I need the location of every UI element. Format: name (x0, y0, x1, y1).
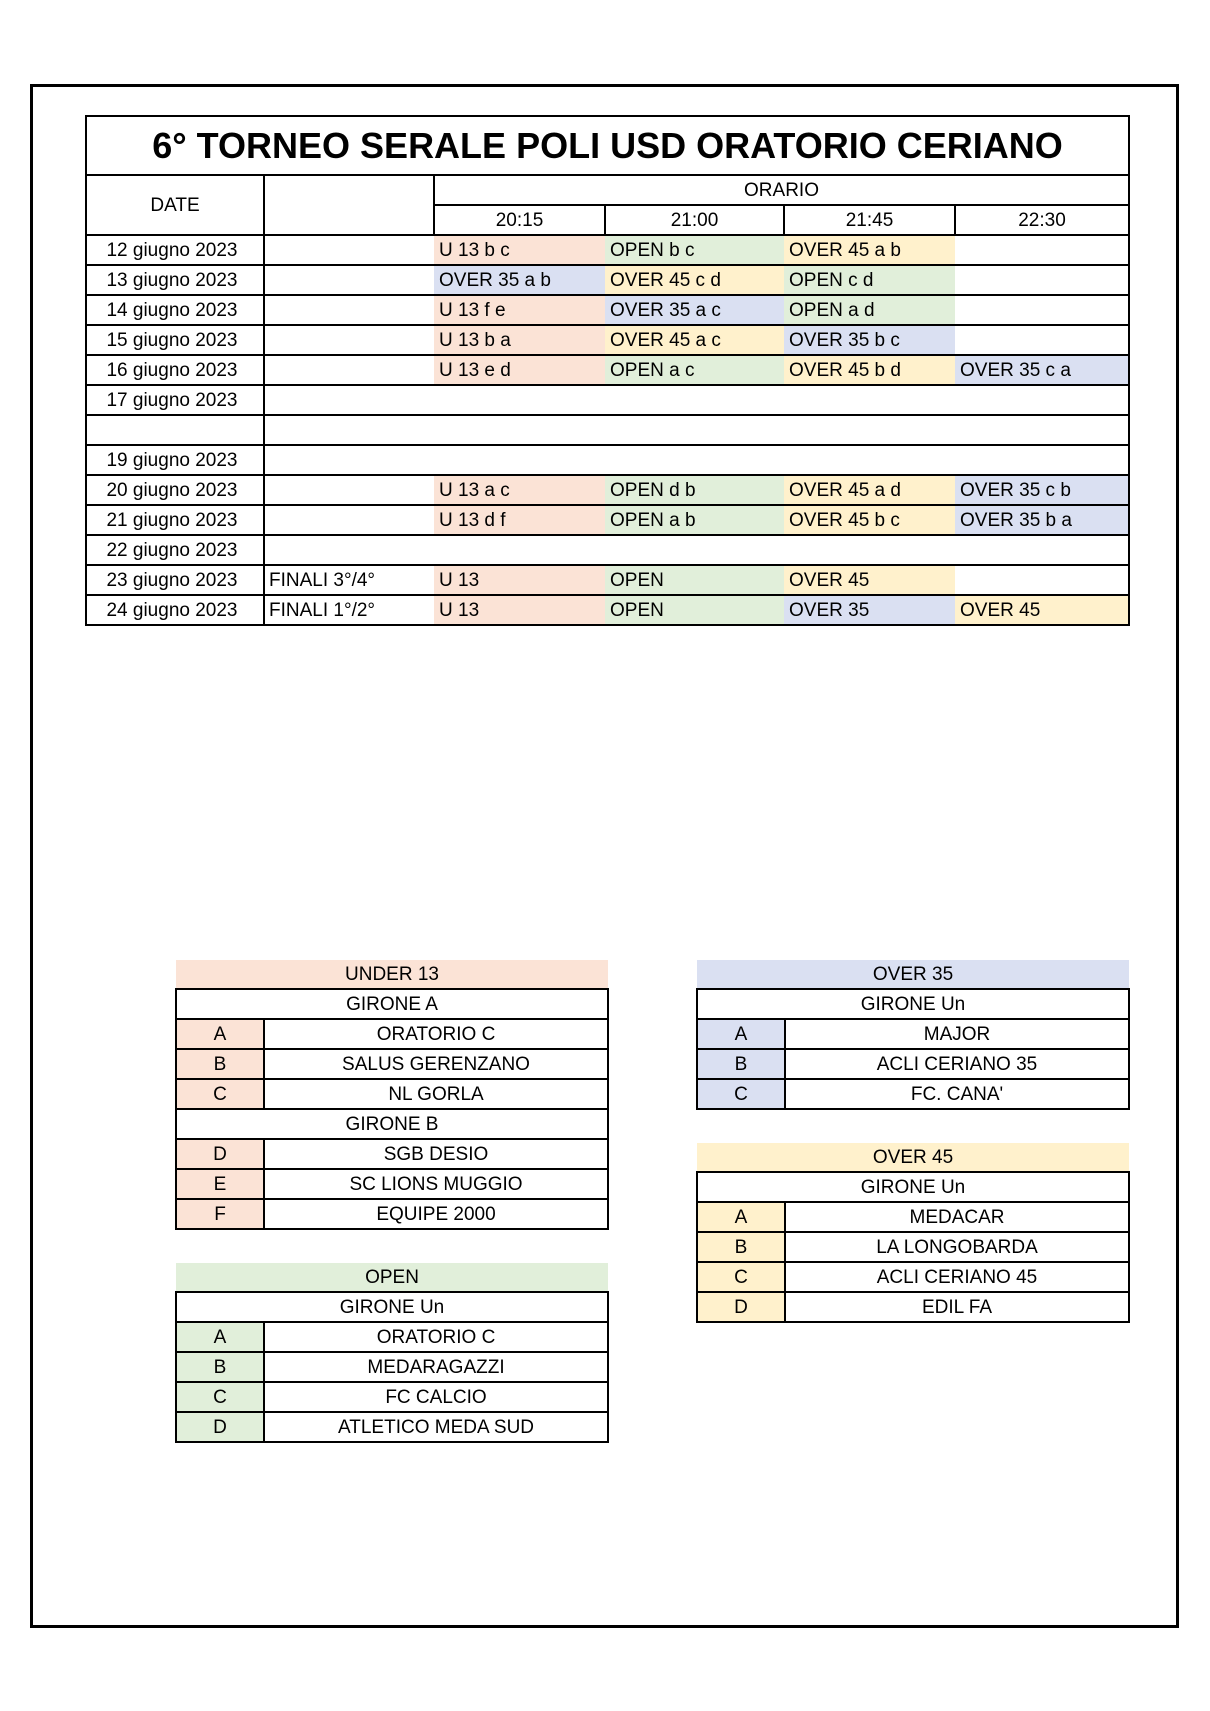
team-letter: A (176, 1019, 264, 1049)
match-cell: OPEN a d (784, 295, 955, 325)
team-letter: C (697, 1262, 785, 1292)
match-cell (434, 535, 605, 565)
row-note (264, 475, 434, 505)
girone-label: GIRONE B (176, 1109, 608, 1139)
team-row (176, 1352, 608, 1382)
row-date: 22 giugno 2023 (86, 535, 264, 565)
schedule-row (86, 295, 1129, 325)
row-date: 14 giugno 2023 (86, 295, 264, 325)
schedule-table (85, 115, 1130, 626)
team-letter: C (176, 1382, 264, 1412)
row-note (264, 235, 434, 265)
team-letter: D (176, 1412, 264, 1442)
team-row (176, 1019, 608, 1049)
team-row (176, 1322, 608, 1352)
row-note (264, 445, 434, 475)
match-cell: OVER 35 b a (955, 505, 1129, 535)
team-row (176, 1412, 608, 1442)
row-date: 15 giugno 2023 (86, 325, 264, 355)
team-row (697, 1232, 1129, 1262)
team-name: MEDACAR (785, 1202, 1129, 1232)
schedule-row (86, 445, 1129, 475)
team-letter: C (697, 1079, 785, 1109)
team-row (697, 1262, 1129, 1292)
team-letter: F (176, 1199, 264, 1229)
match-cell: OVER 35 b c (784, 325, 955, 355)
girone-label: GIRONE Un (697, 1172, 1129, 1202)
match-cell: U 13 b a (434, 325, 605, 355)
team-name: ORATORIO C (264, 1019, 608, 1049)
match-cell (955, 445, 1129, 475)
open-group-table (175, 1263, 609, 1443)
match-cell (434, 385, 605, 415)
match-cell (955, 235, 1129, 265)
team-letter: A (697, 1019, 785, 1049)
match-cell (955, 385, 1129, 415)
team-row (176, 1382, 608, 1412)
team-letter: B (697, 1049, 785, 1079)
orario-header: ORARIO (434, 175, 1129, 205)
row-note (264, 355, 434, 385)
team-name: FC. CANA' (785, 1079, 1129, 1109)
match-cell: OVER 45 b c (784, 505, 955, 535)
match-cell: OPEN a c (605, 355, 784, 385)
match-cell: U 13 f e (434, 295, 605, 325)
team-letter: C (176, 1079, 264, 1109)
over35-group-table (696, 960, 1130, 1110)
time-header: 20:15 (434, 205, 605, 235)
row-note (264, 505, 434, 535)
time-header: 22:30 (955, 205, 1129, 235)
match-cell: OVER 35 c b (955, 475, 1129, 505)
row-date: 20 giugno 2023 (86, 475, 264, 505)
match-cell (784, 415, 955, 445)
team-row (697, 1292, 1129, 1322)
schedule-row (86, 505, 1129, 535)
team-letter: B (176, 1352, 264, 1382)
match-cell (434, 445, 605, 475)
team-letter: A (176, 1322, 264, 1352)
team-name: MAJOR (785, 1019, 1129, 1049)
row-note (264, 385, 434, 415)
girone-label: GIRONE A (176, 989, 608, 1019)
team-letter: B (697, 1232, 785, 1262)
team-name: EDIL FA (785, 1292, 1129, 1322)
match-cell: OVER 45 (955, 595, 1129, 625)
team-letter: D (697, 1292, 785, 1322)
match-cell (605, 535, 784, 565)
schedule-row (86, 535, 1129, 565)
row-date: 17 giugno 2023 (86, 385, 264, 415)
schedule-row (86, 565, 1129, 595)
row-date: 24 giugno 2023 (86, 595, 264, 625)
match-cell (605, 445, 784, 475)
note-header (264, 175, 434, 235)
row-date: 19 giugno 2023 (86, 445, 264, 475)
team-row (697, 1079, 1129, 1109)
row-note (264, 535, 434, 565)
team-letter: D (176, 1139, 264, 1169)
team-name: EQUIPE 2000 (264, 1199, 608, 1229)
match-cell (955, 265, 1129, 295)
row-date: 16 giugno 2023 (86, 355, 264, 385)
schedule-row (86, 415, 1129, 445)
schedule-row (86, 235, 1129, 265)
match-cell: OVER 35 a c (605, 295, 784, 325)
time-header: 21:45 (784, 205, 955, 235)
schedule-row (86, 325, 1129, 355)
team-letter: B (176, 1049, 264, 1079)
team-row (176, 1199, 608, 1229)
team-name: SC LIONS MUGGIO (264, 1169, 608, 1199)
match-cell: OVER 45 (784, 565, 955, 595)
time-header: 21:00 (605, 205, 784, 235)
match-cell: U 13 (434, 595, 605, 625)
schedule-row (86, 475, 1129, 505)
row-note (264, 415, 434, 445)
row-note: FINALI 3°/4° (264, 565, 434, 595)
category-title: OVER 35 (697, 960, 1129, 989)
team-name: ACLI CERIANO 35 (785, 1049, 1129, 1079)
row-note (264, 265, 434, 295)
team-name: ACLI CERIANO 45 (785, 1262, 1129, 1292)
team-name: ATLETICO MEDA SUD (264, 1412, 608, 1442)
match-cell (955, 565, 1129, 595)
match-cell: OPEN (605, 565, 784, 595)
team-name: SGB DESIO (264, 1139, 608, 1169)
match-cell: U 13 d f (434, 505, 605, 535)
match-cell: OPEN d b (605, 475, 784, 505)
girone-label: GIRONE Un (697, 989, 1129, 1019)
match-cell: OPEN a b (605, 505, 784, 535)
team-letter: A (697, 1202, 785, 1232)
match-cell: OVER 45 a d (784, 475, 955, 505)
match-cell (784, 535, 955, 565)
row-date: 21 giugno 2023 (86, 505, 264, 535)
row-date: 23 giugno 2023 (86, 565, 264, 595)
team-row (176, 1049, 608, 1079)
team-row (697, 1202, 1129, 1232)
category-title: OPEN (176, 1263, 608, 1292)
team-name: ORATORIO C (264, 1322, 608, 1352)
match-cell (955, 295, 1129, 325)
match-cell: U 13 (434, 565, 605, 595)
match-cell (605, 385, 784, 415)
team-row (697, 1019, 1129, 1049)
match-cell (434, 415, 605, 445)
row-date (86, 415, 264, 445)
match-cell: OPEN b c (605, 235, 784, 265)
match-cell: U 13 a c (434, 475, 605, 505)
page-title: 6° TORNEO SERALE POLI USD ORATORIO CERIANO (86, 116, 1129, 175)
match-cell: U 13 b c (434, 235, 605, 265)
category-title: UNDER 13 (176, 960, 608, 989)
date-header: DATE (86, 175, 264, 235)
row-note: FINALI 1°/2° (264, 595, 434, 625)
row-date: 12 giugno 2023 (86, 235, 264, 265)
match-cell (784, 385, 955, 415)
over45-group-table (696, 1143, 1130, 1323)
category-title: OVER 45 (697, 1143, 1129, 1172)
match-cell: OVER 45 a b (784, 235, 955, 265)
team-row (176, 1139, 608, 1169)
schedule-row (86, 595, 1129, 625)
schedule-row (86, 385, 1129, 415)
match-cell: OVER 45 c d (605, 265, 784, 295)
match-cell: OVER 45 a c (605, 325, 784, 355)
match-cell: OPEN (605, 595, 784, 625)
girone-label: GIRONE Un (176, 1292, 608, 1322)
team-name: SALUS GERENZANO (264, 1049, 608, 1079)
match-cell: OPEN c d (784, 265, 955, 295)
team-row (697, 1049, 1129, 1079)
team-name: MEDARAGAZZI (264, 1352, 608, 1382)
match-cell: OVER 45 b d (784, 355, 955, 385)
row-note (264, 325, 434, 355)
match-cell (955, 325, 1129, 355)
match-cell: OVER 35 c a (955, 355, 1129, 385)
under13-group-table (175, 960, 609, 1230)
row-note (264, 295, 434, 325)
match-cell: OVER 35 (784, 595, 955, 625)
match-cell (955, 535, 1129, 565)
team-row (176, 1169, 608, 1199)
row-date: 13 giugno 2023 (86, 265, 264, 295)
schedule-row (86, 355, 1129, 385)
team-name: NL GORLA (264, 1079, 608, 1109)
match-cell (784, 445, 955, 475)
schedule-row (86, 265, 1129, 295)
team-name: FC CALCIO (264, 1382, 608, 1412)
team-letter: E (176, 1169, 264, 1199)
match-cell: OVER 35 a b (434, 265, 605, 295)
match-cell (955, 415, 1129, 445)
team-row (176, 1079, 608, 1109)
team-name: LA LONGOBARDA (785, 1232, 1129, 1262)
match-cell (605, 415, 784, 445)
match-cell: U 13 e d (434, 355, 605, 385)
